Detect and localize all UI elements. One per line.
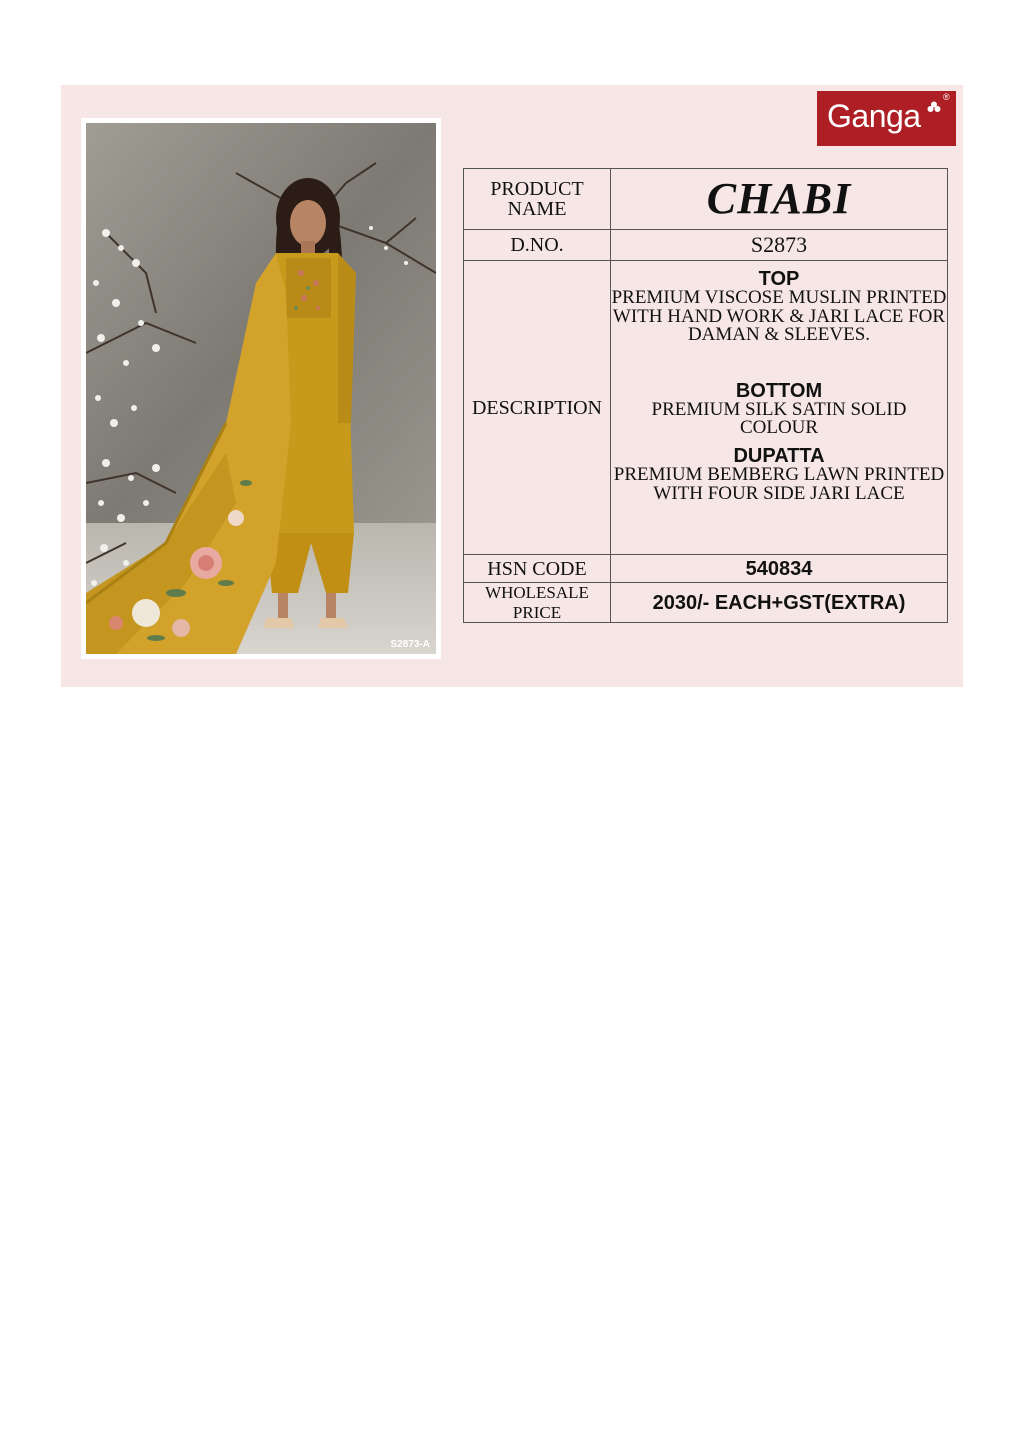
catalog-sheet — [61, 85, 963, 687]
bottom-heading: BOTTOM — [735, 379, 823, 402]
table-row — [464, 583, 948, 623]
flower-icon — [927, 101, 941, 115]
hsn-code-label: HSN CODE — [464, 555, 611, 583]
product-spec-table — [463, 168, 948, 623]
model-in-outfit-image — [86, 123, 436, 654]
product-name: CHABI — [611, 169, 948, 230]
table-row — [464, 261, 948, 555]
registered-mark: ® — [943, 92, 950, 102]
description-label: DESCRIPTION — [464, 261, 611, 555]
bottom-description: PREMIUM SILK SATIN SOLID COLOUR — [651, 398, 907, 439]
dno-label: D.NO. — [464, 230, 611, 261]
dupatta-heading: DUPATTA — [733, 445, 825, 468]
logo-wordmark: Ganga — [827, 98, 921, 134]
photo-design-code: S2873-A — [390, 639, 430, 650]
table-row — [464, 230, 948, 261]
product-photo — [86, 123, 436, 654]
table-row — [464, 169, 948, 230]
top-description: PREMIUM VISCOSE MUSLIN PRINTED WITH HAND WORK & JARI LACE FOR DAMAN & SLEEVES. — [611, 287, 947, 346]
dupatta-description: PREMIUM BEMBERG LAWN PRINTED WITH FOUR SIDE JARI LACE — [613, 464, 945, 504]
table-row — [464, 555, 948, 583]
description-cell — [611, 261, 948, 555]
wholesale-price: 2030/- EACH+GST(EXTRA) — [611, 583, 948, 623]
wholesale-price-label: WHOLESALE PRICE — [464, 583, 611, 623]
hsn-code: 540834 — [611, 555, 948, 583]
ganga-logo — [817, 91, 956, 146]
top-heading: TOP — [758, 268, 800, 290]
design-number: S2873 — [611, 230, 948, 261]
product-photo-frame — [81, 118, 441, 659]
product-name-label: PRODUCT NAME — [464, 169, 611, 230]
